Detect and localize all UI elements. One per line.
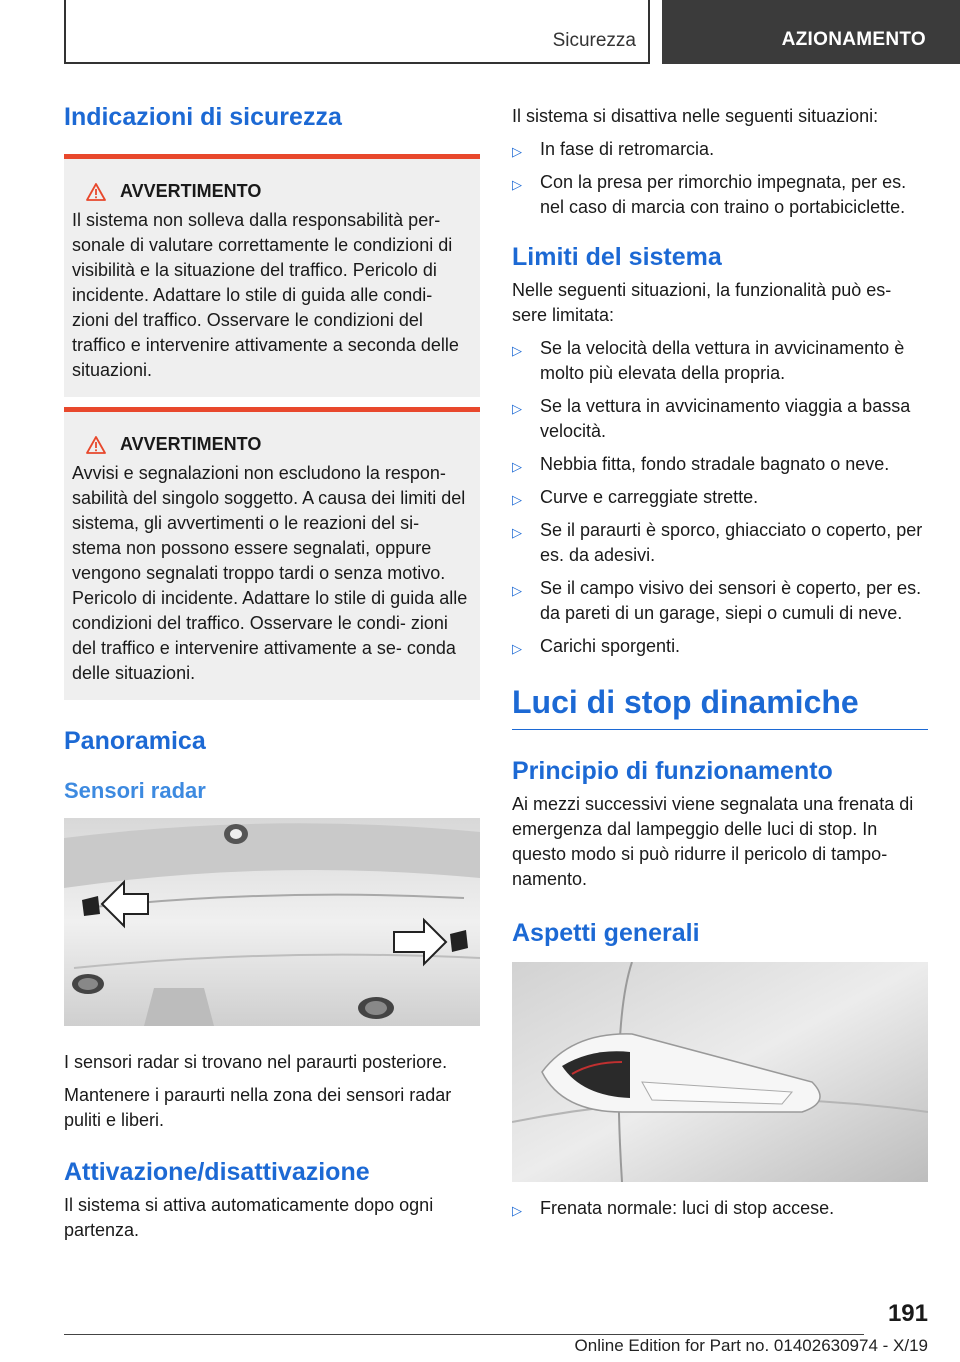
warning-heading: [86, 434, 470, 455]
stop-lights-list: [512, 1196, 928, 1221]
list-item: ▷ Frenata normale: luci di stop accese.: [512, 1196, 928, 1221]
radar-clean-text: Mantenere i paraurti nella zona dei sensori radar puliti e liberi.: [64, 1085, 452, 1131]
radar-sensors-image: [64, 818, 480, 1026]
list-item: ▷ Con la presa per rimorchio impegnata, per es. nel caso di marcia con traino o portabiciclette.: [512, 172, 907, 217]
list-item: ▷ In fase di retromarcia.: [512, 137, 928, 162]
bullet-triangle-icon: ▷: [512, 1203, 522, 1219]
warning-label: AVVERTIMENTO: [120, 434, 262, 454]
title-rule: [512, 729, 928, 730]
bullet-triangle-icon: ▷: [512, 583, 522, 598]
general-title: Aspetti generali: [512, 919, 700, 948]
warning-text: Il sistema non solleva dalla responsabilità per- sonale di valutare correttamente le condizioni di visibilità e la situazione del traffico. Pericolo di incidente. Adattare lo stile di guida alle condi- zioni del traffico. Osservare le condizioni del traffico e intervenire attivamente a seconda delle situazioni.: [72, 210, 459, 380]
activation-title: Attivazione/disattivazione: [64, 1158, 370, 1187]
header-rule-right: [648, 0, 650, 64]
list-item: ▷ Se la velocità della vettura in avvicinamento è molto più elevata della propria.: [512, 338, 905, 383]
bullet-triangle-icon: ▷: [512, 459, 522, 474]
list-item: ▷ Se il campo visivo dei sensori è coperto, per es. da pareti di un garage, siepi o cumuli di neve.: [512, 578, 922, 623]
stop-lights-title: Luci di stop dinamiche: [512, 684, 859, 720]
footer-edition: Online Edition for Part no. 01402630974 - X/19: [574, 1336, 928, 1355]
footer-rule: [64, 1334, 864, 1335]
principle-text: Ai mezzi successivi viene segnalata una frenata di emergenza dal lampeggio delle luci di stop. In questo modo si può ridurre il pericolo di tampo- namento.: [512, 794, 914, 890]
header-chapter-label: AZIONAMENTO: [781, 29, 926, 50]
right-column: [512, 100, 928, 1221]
warning-heading: [86, 181, 470, 202]
bullet-triangle-icon: ▷: [512, 525, 522, 540]
list-item: ▷ Se la vettura in avvicinamento viaggia a bassa velocità.: [512, 396, 911, 441]
bullet-triangle-icon: ▷: [512, 492, 522, 507]
warning-text: Avvisi e segnalazioni non escludono la respon- sabilità del singolo soggetto. A causa dei limiti del sistema, gli avvertimenti o le reazioni del si- stema non possono essere segnalati, oppure vengono segnalati troppo tardi o senza motivo. Pericolo di incidente. Adattare lo stile di guida alle condizioni del traffico. Osservare le condi- zioni del traffico e intervenire attivamente a se- conda delle situazioni.: [72, 463, 468, 683]
left-column: [64, 100, 480, 1243]
limits-title: Limiti del sistema: [512, 243, 722, 271]
header-rule-bottom: [64, 62, 650, 64]
principle-title: Principio di funzionamento: [512, 757, 833, 786]
warning-label: AVVERTIMENTO: [120, 181, 262, 201]
warning-box: [64, 407, 480, 700]
overview-title: Panoramica: [64, 727, 206, 755]
limits-intro: Nelle seguenti situazioni, la funzionalità può es- sere limitata:: [512, 280, 892, 325]
bullet-triangle-icon: ▷: [512, 401, 522, 416]
warning-box: [64, 154, 480, 397]
warning-triangle-icon: [86, 436, 106, 454]
activation-text: Il sistema si attiva automaticamente dopo ogni partenza.: [64, 1195, 434, 1241]
list-item: ▷ Carichi sporgenti.: [512, 634, 928, 659]
radar-location-text: I sensori radar si trovano nel paraurti posteriore.: [64, 1052, 448, 1073]
list-item: ▷ Curve e carreggiate strette.: [512, 485, 928, 510]
header-section: Sicurezza: [552, 30, 636, 51]
deactivation-intro: Il sistema si disattiva nelle seguenti situazioni:: [512, 106, 879, 126]
limits-list: [512, 336, 928, 659]
list-item: ▷ Nebbia fitta, fondo stradale bagnato o neve.: [512, 452, 928, 477]
header-chapter-tab: [662, 0, 960, 64]
bullet-triangle-icon: ▷: [512, 144, 522, 159]
page-number: 191: [887, 1300, 928, 1327]
deactivation-list: [512, 137, 928, 220]
header-rule-left: [64, 0, 66, 64]
warning-triangle-icon: [86, 183, 106, 201]
safety-title: Indicazioni di sicurezza: [64, 103, 342, 131]
radar-title: Sensori radar: [64, 778, 206, 803]
bullet-triangle-icon: ▷: [512, 343, 522, 358]
list-item: ▷ Se il paraurti è sporco, ghiacciato o coperto, per es. da adesivi.: [512, 520, 923, 565]
bullet-triangle-icon: ▷: [512, 641, 522, 656]
bullet-triangle-icon: ▷: [512, 177, 522, 192]
taillight-image: [512, 962, 928, 1182]
